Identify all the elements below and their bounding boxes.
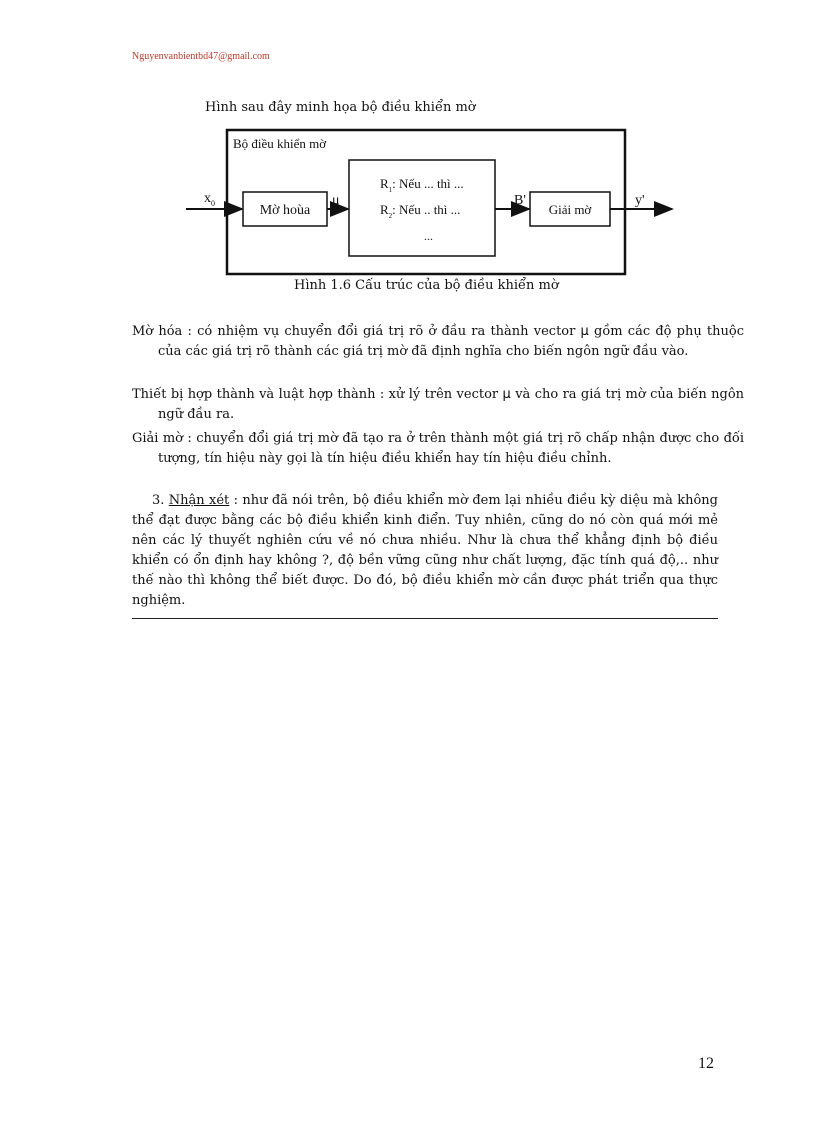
- header-email: Nguyenvanbientbd47@gmail.com: [132, 51, 270, 62]
- item-fuzzification: Mờ hóa : có nhiệm vụ chuyển đổi giá trị rõ ở đầu ra thành vector μ gồm các độ phụ thuộc của các giá trị rõ thành các giá trị mờ đã định nghĩa cho biến ngôn ngữ đầu vào.: [132, 324, 744, 359]
- item-term: Giải mờ: [132, 431, 184, 446]
- remark-heading: Nhận xét: [168, 493, 230, 508]
- remark-number: 3.: [152, 493, 169, 508]
- item-term: Thiết bị hợp thành và luật hợp thành: [132, 387, 376, 402]
- rule-more: ...: [424, 229, 433, 243]
- item-inference: Thiết bị hợp thành và luật hợp thành : xử lý trên vector μ và cho ra giá trị mờ của biến ngôn ngữ đầu ra.: [132, 387, 745, 422]
- mu-label: μ: [332, 193, 340, 208]
- figure-caption: Hình 1.6 Cấu trúc của bộ điều khiển mờ: [294, 278, 559, 293]
- section-divider: [132, 618, 718, 619]
- item-defuzzification: Giải mờ : chuyển đổi giá trị mờ đã tạo ra ở trên thành một giá trị rõ chấp nhận được cho đối tượng, tín hiệu này gọi là tín hiệu điều khiển hay tín hiệu điều chỉnh.: [132, 431, 744, 466]
- fuzzifier-label: Mờ hoùa: [259, 203, 311, 218]
- output-label: y': [635, 193, 645, 208]
- fuzzy-controller-diagram: [180, 128, 680, 280]
- mu-symbol: μ: [502, 387, 511, 402]
- rule-1: $R_1$: Nếu ... thì ...: [380, 176, 464, 194]
- input-label: $x_0$: [204, 191, 215, 208]
- controller-outer-label: Bộ điều khiển mờ: [233, 136, 327, 151]
- mu-symbol: μ: [580, 324, 589, 339]
- defuzzifier-label: Giải mờ: [548, 202, 592, 217]
- page-number: 12: [698, 1055, 714, 1072]
- remark-text: : như đã nói trên, bộ điều khiển mờ đem lại nhiều điều kỳ diệu mà không thể đạt được bằng các bộ điều khiển kinh điển. Tuy nhiên, cũng do nó còn quá mới mẻ nên các lý thuyết nghiên cứu về nó chưa nhiều. Như là chưa thể khẳng định bộ điều khiển có ổn định hay không ?, độ bền vững cũng như chất lượng, đặc tính quá độ,.. như thế nào thì không thể biết được. Do đó, bộ điều khiển mờ cần được phát triển qua thực nghiệm.: [132, 493, 718, 608]
- item-term: Mờ hóa: [132, 324, 183, 339]
- intro-text: Hình sau đây minh họa bộ điều khiển mờ: [205, 100, 476, 115]
- rule-2: $R_2$: Nếu .. thì ...: [380, 202, 461, 220]
- b-label: B': [514, 193, 526, 208]
- remark-paragraph: [132, 491, 718, 611]
